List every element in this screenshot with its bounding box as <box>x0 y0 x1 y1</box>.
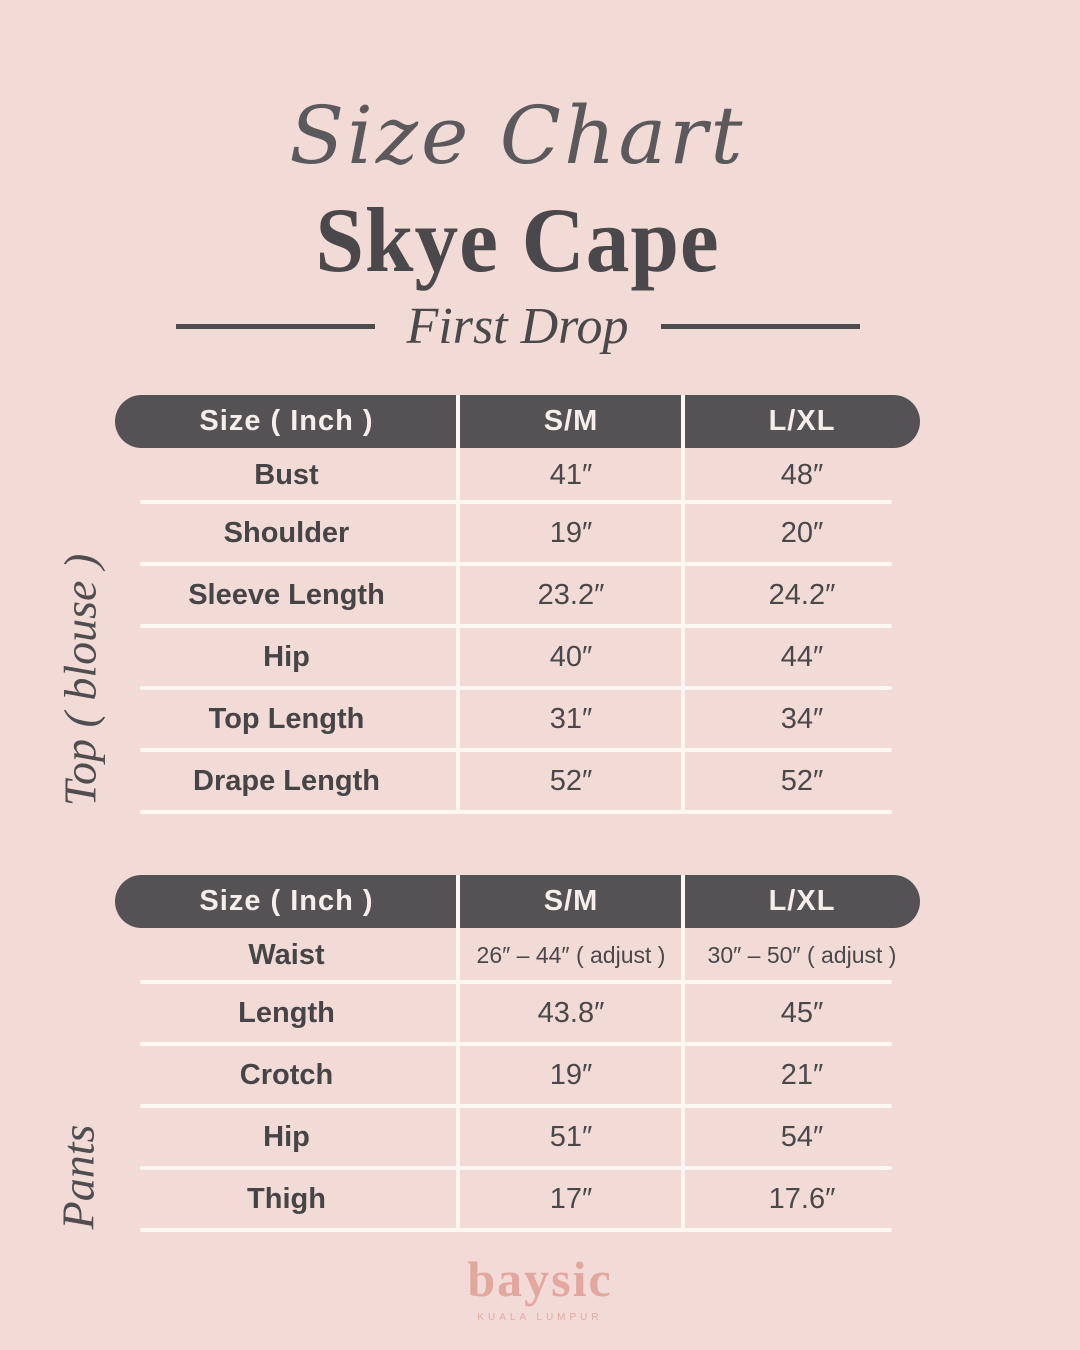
value-sm: 43.8″ <box>537 996 605 1029</box>
value-sm: 41″ <box>549 458 593 491</box>
value-lxl: 52″ <box>780 764 824 797</box>
value-lxl: 54″ <box>780 1120 824 1153</box>
table-row <box>115 564 920 626</box>
row-label: Hip <box>263 640 310 673</box>
value-lxl: 21″ <box>780 1058 824 1091</box>
column-divider <box>456 395 460 812</box>
column-divider <box>681 395 685 812</box>
product-name: Skye Cape <box>315 189 720 291</box>
table-row <box>115 688 920 750</box>
header-size-col: Size ( Inch ) <box>199 405 374 437</box>
row-label: Drape Length <box>193 764 380 797</box>
row-label: Sleeve Length <box>188 578 385 611</box>
value-sm: 19″ <box>549 516 593 549</box>
header-sm-col: S/M <box>543 885 599 917</box>
row-label: Hip <box>263 1120 310 1153</box>
row-label: Thigh <box>247 1182 326 1215</box>
blouse-section-label: Top ( blouse ) <box>54 553 106 807</box>
row-label: Shoulder <box>223 516 350 549</box>
row-label: Crotch <box>239 1058 334 1091</box>
drop-subtitle-row <box>115 296 920 356</box>
title-block <box>115 89 920 356</box>
table-row <box>115 750 920 812</box>
table-row <box>115 982 920 1044</box>
row-label: Length <box>238 996 335 1029</box>
value-sm: 51″ <box>549 1120 593 1153</box>
value-sm: 17″ <box>549 1182 593 1215</box>
left-rule <box>176 324 375 329</box>
brand-logo: baysic <box>467 1251 613 1307</box>
pants-section-label: Pants <box>52 1124 104 1230</box>
blouse-table-header <box>115 395 920 448</box>
value-lxl: 24.2″ <box>768 578 836 611</box>
table-row <box>115 1106 920 1168</box>
brand-location: KUALA LUMPUR <box>477 1312 603 1323</box>
row-label: Top Length <box>208 702 365 735</box>
value-sm: 40″ <box>549 640 593 673</box>
table-row <box>115 1044 920 1106</box>
value-sm: 26″ – 44″ ( adjust ) <box>476 941 666 968</box>
drop-label: First Drop <box>406 297 629 355</box>
value-lxl: 17.6″ <box>768 1182 836 1215</box>
value-lxl: 44″ <box>780 640 824 673</box>
table-row <box>115 928 920 982</box>
row-label: Bust <box>254 458 319 491</box>
header-size-col: Size ( Inch ) <box>199 885 374 917</box>
table-row <box>115 1168 920 1230</box>
header-sm-col: S/M <box>543 405 599 437</box>
value-sm: 23.2″ <box>537 578 605 611</box>
table-row <box>115 448 920 502</box>
blouse-size-table <box>115 395 920 812</box>
value-sm: 19″ <box>549 1058 593 1091</box>
value-lxl: 48″ <box>780 458 824 491</box>
row-label: Waist <box>248 938 325 971</box>
size-chart-script-title: Size Chart <box>289 89 746 182</box>
column-divider <box>681 875 685 1230</box>
brand-footer <box>0 1251 1080 1323</box>
value-lxl: 34″ <box>780 702 824 735</box>
value-sm: 52″ <box>549 764 593 797</box>
value-lxl: 20″ <box>780 516 824 549</box>
pants-size-table <box>115 875 920 1230</box>
value-sm: 31″ <box>549 702 593 735</box>
value-lxl: 45″ <box>780 996 824 1029</box>
value-lxl: 30″ – 50″ ( adjust ) <box>707 941 897 968</box>
right-rule <box>661 324 860 329</box>
pants-table-header <box>115 875 920 928</box>
table-row <box>115 626 920 688</box>
column-divider <box>456 875 460 1230</box>
header-lxl-col: L/XL <box>768 885 836 917</box>
header-lxl-col: L/XL <box>768 405 836 437</box>
table-row <box>115 502 920 564</box>
